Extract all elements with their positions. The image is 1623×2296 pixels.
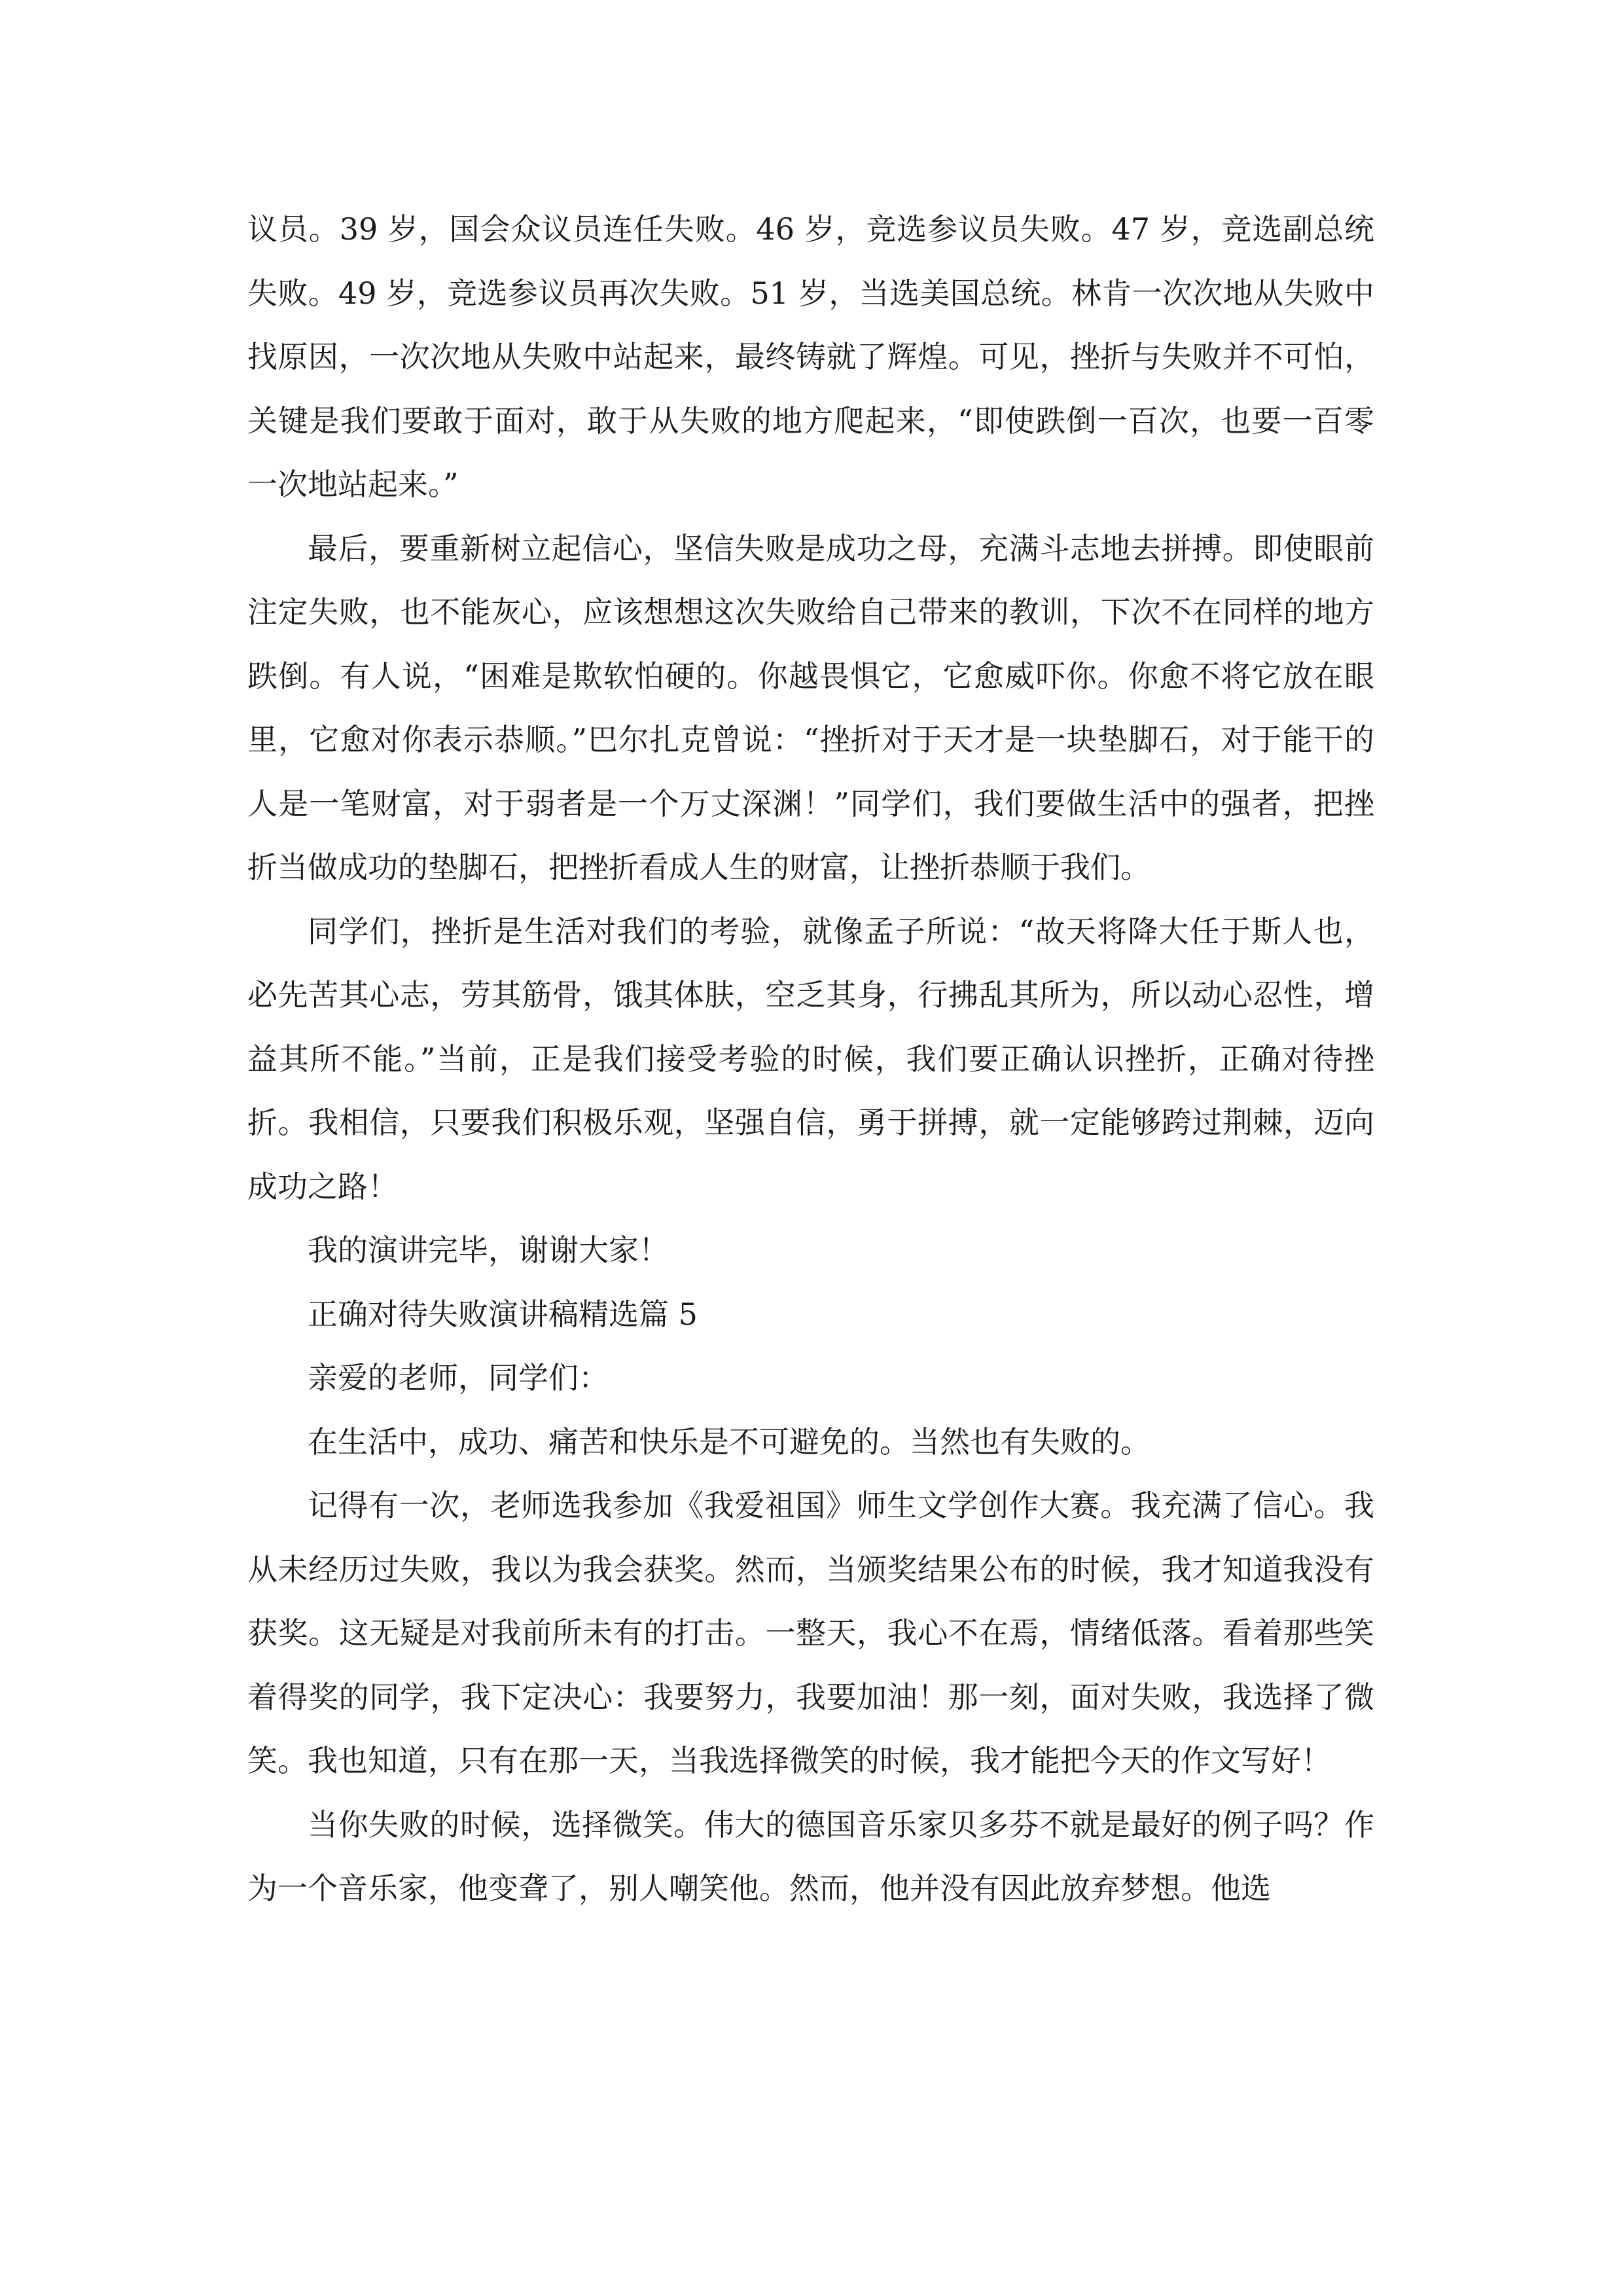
salutation: 亲爱的老师，同学们： xyxy=(308,1360,609,1395)
paragraph: 议员。39 岁，国会众议员连任失败。46 岁，竞选参议员失败。47 岁，竞选副总统失败。49 岁，竞选参议员再次失败。51 岁，当选美国总统。林肯一次次地从失败中找原因，一次次地从失败中站起来，最终铸就了辉煌。可见，挫折与失败并不可怕，关键是我们要敢于面对，敢于从失败的地方爬起来，“即使跌倒一百次，也要一百零一次地站起来。” xyxy=(247,211,1374,502)
section-heading: 正确对待失败演讲稿精选篇 5 xyxy=(308,1296,698,1332)
paragraph: 记得有一次，老师选我参加《我爱祖国》师生文学创作大赛。我充满了信心。我从未经历过失败，我以为我会获奖。然而，当颁奖结果公布的时候，我才知道我没有获奖。这无疑是对我前所未有的打击。一整天，我心不在焉，情绪低落。看着那些笑着得奖的同学，我下定决心：我要努力，我要加油！那一刻，面对失败，我选择了微笑。我也知道，只有在那一天，当我选择微笑的时候，我才能把今天的作文写好！ xyxy=(247,1488,1374,1778)
paragraph: 同学们，挫折是生活对我们的考验，就像孟子所说：“故天将降大任于斯人也，必先苦其心志，劳其筋骨，饿其体肤，空乏其身，行拂乱其所为，所以动心忍性，增益其所不能。”当前，正是我们接受考验的时候，我们要正确认识挫折，正确对待挫折。我相信，只要我们积极乐观，坚强自信，勇于拼搏，就一定能够跨过荆棘，迈向成功之路！ xyxy=(247,913,1374,1204)
body-text xyxy=(247,198,1374,1921)
paragraph: 最后，要重新树立起信心，坚信失败是成功之母，充满斗志地去拼搏。即使眼前注定失败，也不能灰心，应该想想这次失败给自己带来的教训，下次不在同样的地方跌倒。有人说，“困难是欺软怕硬的。你越畏惧它，它愈威吓你。你愈不将它放在眼里，它愈对你表示恭顺。”巴尔扎克曾说：“挫折对于天才是一块垫脚石，对于能干的人是一笔财富，对于弱者是一个万丈深渊！”同学们，我们要做生活中的强者，把挫折当做成功的垫脚石，把挫折看成人生的财富，让挫折恭顺于我们。 xyxy=(247,530,1374,885)
paragraph: 在生活中，成功、痛苦和快乐是不可避免的。当然也有失败的。 xyxy=(308,1424,1150,1460)
paragraph: 当你失败的时候，选择微笑。伟大的德国音乐家贝多芬不就是最好的例子吗？作为一个音乐家，他变聋了，别人嘲笑他。然而，他并没有因此放弃梦想。他选 xyxy=(247,1806,1374,1906)
closing-line: 我的演讲完毕，谢谢大家！ xyxy=(308,1232,669,1268)
